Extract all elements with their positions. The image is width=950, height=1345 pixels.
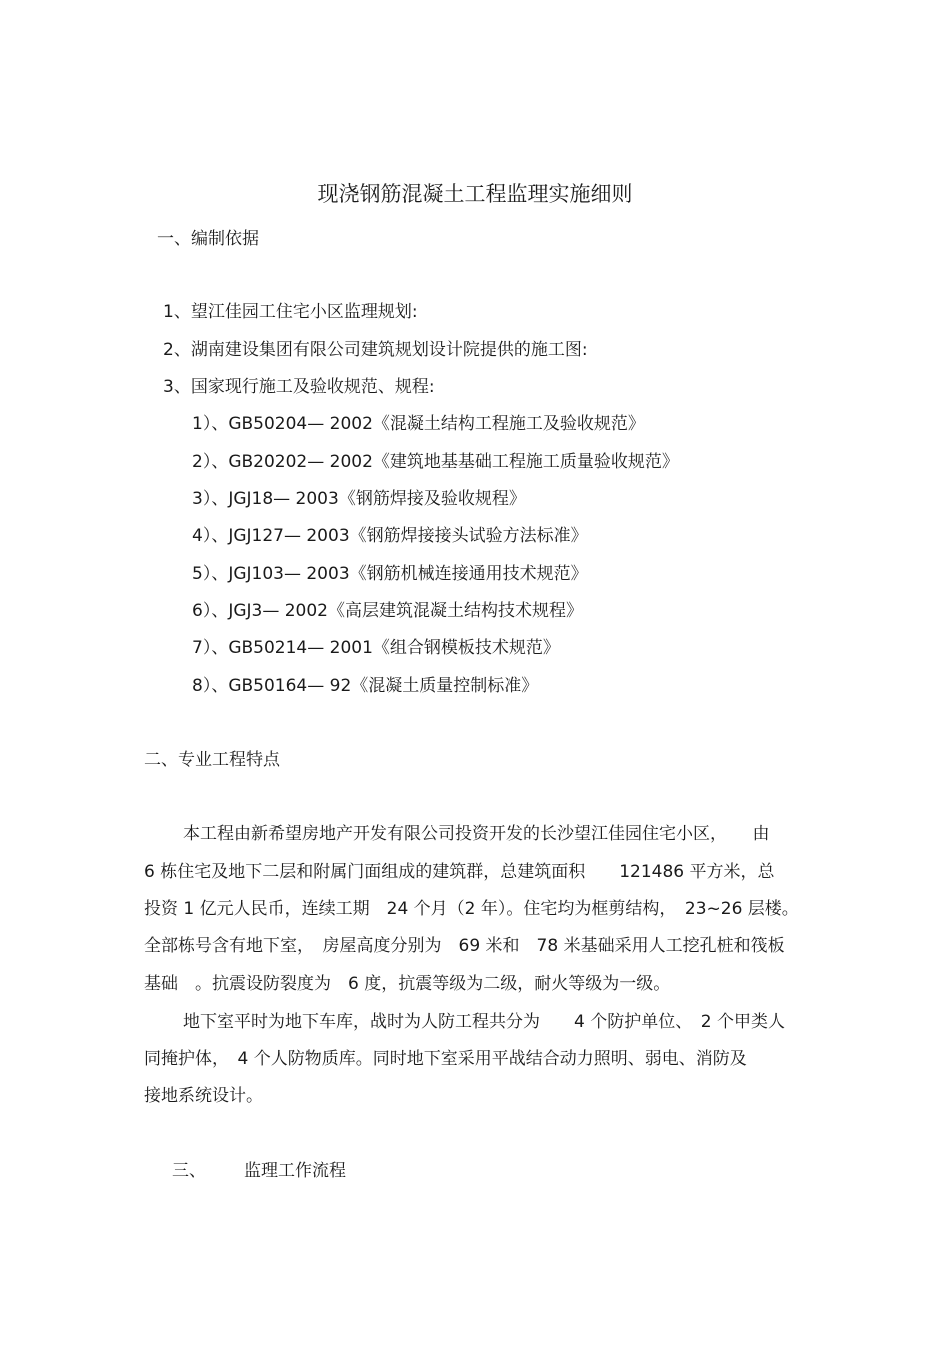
sub-list-item: 6）、JGJ3— 2002《高层建筑混凝土结构技术规程》 [192,601,583,621]
paragraph-line: 接地系统设计。 [144,1086,263,1106]
sub-list-item: 3）、JGJ18— 2003《钢筋焊接及验收规程》 [192,489,526,509]
paragraph-line: 投资 1 亿元人民币，连续工期 24 个月（2 年）。住宅均为框剪结构， 23~26 层楼。 [144,899,799,919]
sub-list-item: 7）、GB50214— 2001《组合钢模板技术规范》 [192,638,560,658]
section-heading-number: 三、 [172,1161,206,1181]
sub-list-item: 1）、GB50204— 2002《混凝土结构工程施工及验收规范》 [192,414,645,434]
section-heading-features: 二、专业工程特点 [144,750,280,770]
document-title: 现浇钢筋混凝土工程监理实施细则 [317,182,633,206]
paragraph-line: 6 栋住宅及地下二层和附属门面组成的建筑群，总建筑面积 121486 平方米，总 [144,862,775,882]
paragraph-line: 全部栋号含有地下室， 房屋高度分别为 69 米和 78 米基础采用人工挖孔桩和筏板 [144,936,785,956]
sub-list-item: 8）、GB50164— 92《混凝土质量控制标准》 [192,676,539,696]
section-heading-workflow: 监理工作流程 [244,1161,346,1181]
paragraph-line: 本工程由新希望房地产开发有限公司投资开发的长沙望江佳园住宅小区， 由 [183,824,770,844]
paragraph-line: 基础 。抗震设防裂度为 6 度，抗震等级为二级，耐火等级为一级。 [144,974,671,994]
paragraph-line: 地下室平时为地下车库，战时为人防工程共分为 4 个防护单位、 2 个甲类人 [183,1012,785,1032]
list-item: 1、望江佳园工住宅小区监理规划: [163,302,418,322]
list-item: 3、国家现行施工及验收规范、规程: [163,377,435,397]
list-item: 2、湖南建设集团有限公司建筑规划设计院提供的施工图: [163,340,588,360]
sub-list-item: 2）、GB20202— 2002《建筑地基基础工程施工质量验收规范》 [192,452,679,472]
sub-list-item: 4）、JGJ127— 2003《钢筋焊接接头试验方法标准》 [192,526,588,546]
section-heading-basis: 一、编制依据 [157,229,259,249]
paragraph-line: 同掩护体， 4 个人防物质库。同时地下室采用平战结合动力照明、弱电、消防及 [144,1049,747,1069]
sub-list-item: 5）、JGJ103— 2003《钢筋机械连接通用技术规范》 [192,564,588,584]
